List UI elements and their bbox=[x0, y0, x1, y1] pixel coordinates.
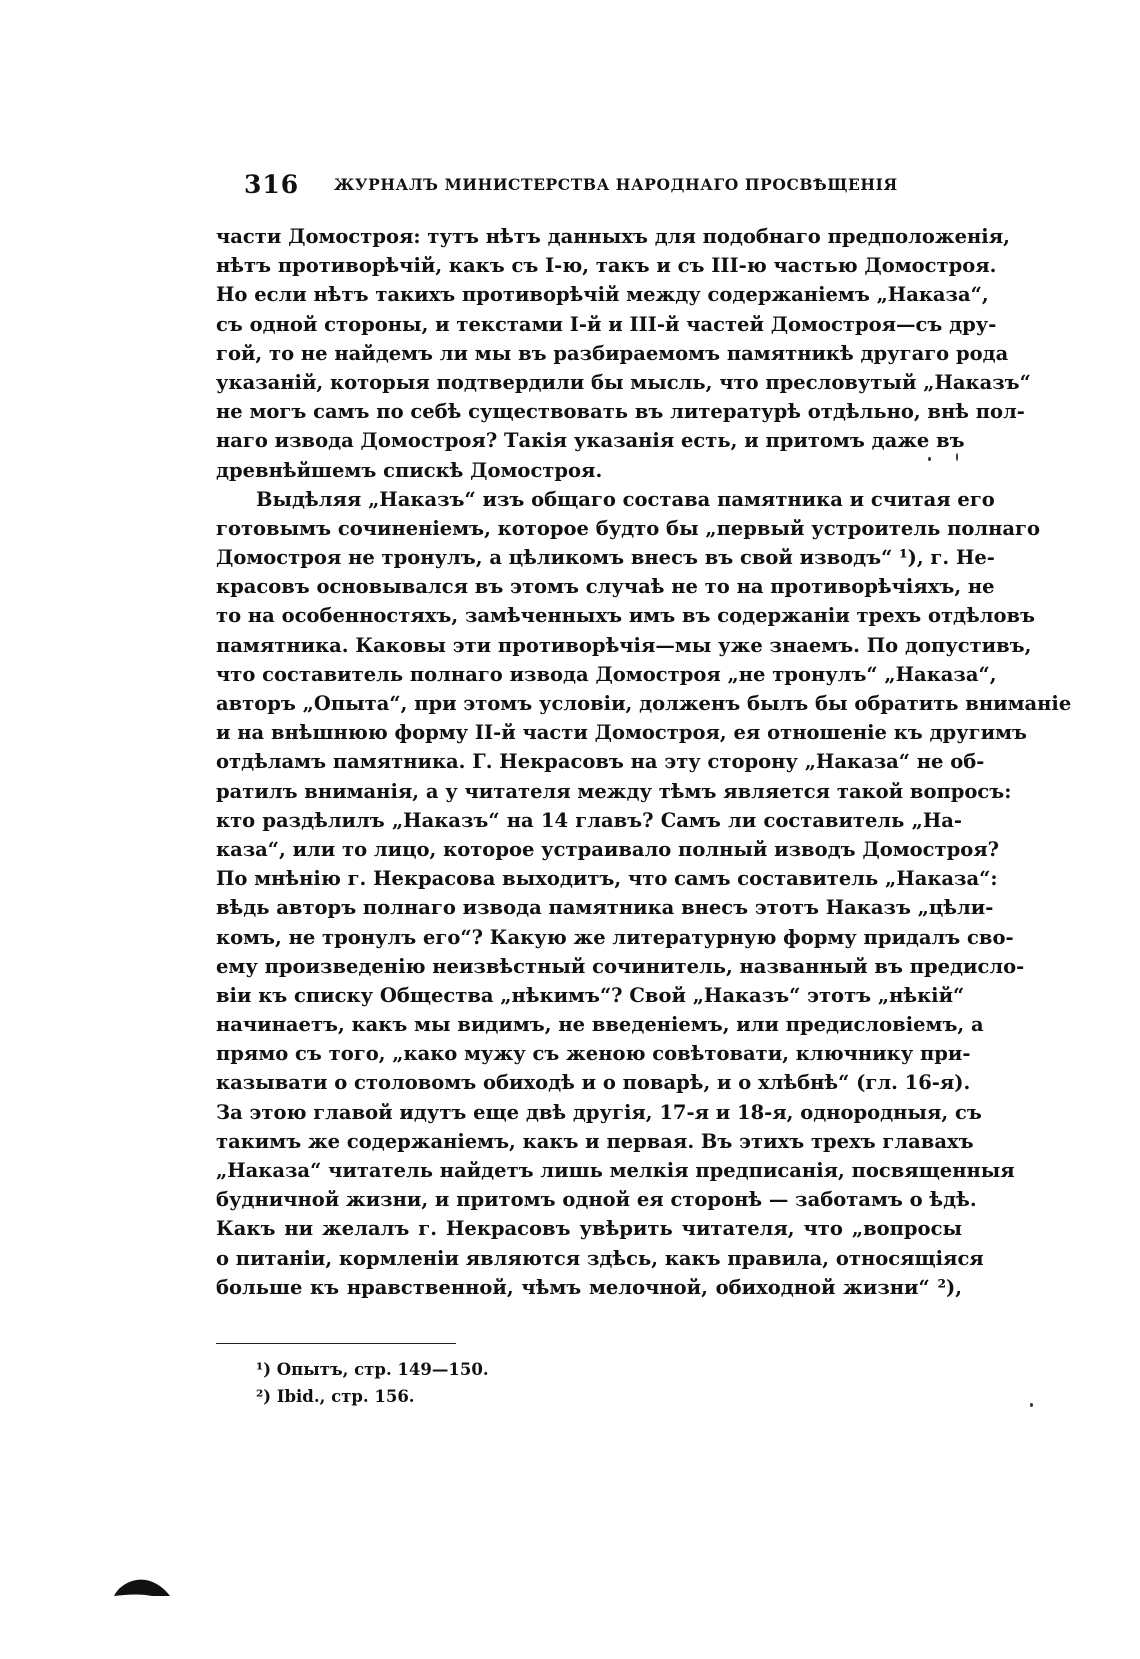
text-line: готовымъ сочиненіемъ, которое будто бы „первый устроитель полнаго bbox=[216, 516, 1040, 540]
text-line: прямо съ того, „како мужу съ женою совѣтовати, ключнику при- bbox=[216, 1042, 971, 1066]
text-line: каза“, или то лицо, которое устраивало полный изводъ Домостроя? bbox=[216, 837, 1000, 861]
text-line: съ одной стороны, и текстами I-й и III-й частей Домостроя—съ дру- bbox=[216, 312, 997, 336]
text-line: По мнѣнію г. Некрасова выходитъ, что самъ составитель „Наказа“: bbox=[216, 867, 998, 891]
text-line: памятника. Каковы эти противорѣчія—мы уже знаемъ. По допустивъ, bbox=[216, 633, 1032, 657]
running-head: ЖУРНАЛЪ МИНИСТЕРСТВА НАРОДНАГО ПРОСВѢЩЕНІЯ bbox=[334, 175, 898, 194]
text-line: Но если нѣтъ такихъ противорѣчій между содержаніемъ „Наказа“, bbox=[216, 283, 989, 307]
ink-blot-mark bbox=[112, 1574, 172, 1602]
footnote-divider bbox=[216, 1343, 456, 1344]
text-line: вѣдь авторъ полнаго извода памятника внесъ этотъ Наказъ „цѣли- bbox=[216, 896, 994, 920]
text-line: комъ, не тронулъ его“? Какую же литературную форму придалъ сво- bbox=[216, 925, 1014, 949]
text-line: красовъ основывался въ этомъ случаѣ не то на противорѣчіяхъ, не bbox=[216, 575, 995, 599]
footnote-1: ¹) Опытъ, стр. 149—150. bbox=[256, 1360, 489, 1379]
page-header bbox=[244, 170, 964, 206]
text-line: указаній, которыя подтвердили бы мысль, что пресловутый „Наказъ“ bbox=[216, 370, 1031, 394]
text-line: Домостроя не тронулъ, а цѣликомъ внесъ въ свой изводъ“ ¹), г. Не- bbox=[216, 546, 995, 570]
text-line: ратилъ вниманія, а у читателя между тѣмъ является такой вопросъ: bbox=[216, 779, 1012, 803]
text-line: авторъ „Опыта“, при этомъ условіи, долженъ былъ бы обратить вниманіе bbox=[216, 692, 1072, 715]
page-number: 316 bbox=[244, 170, 300, 199]
text-line: кто раздѣлилъ „Наказъ“ на 14 главъ? Самъ ли составитель „На- bbox=[216, 808, 962, 832]
text-line: ему произведенію неизвѣстный сочинитель, названный въ предисло- bbox=[216, 954, 1025, 978]
text-line: части Домостроя: тутъ нѣтъ данныхъ для подобнаго предположенія, bbox=[216, 225, 1010, 248]
text-line: не могъ самъ по себѣ существовать въ литературѣ отдѣльно, внѣ пол- bbox=[216, 400, 1025, 424]
text-line: и на внѣшнюю форму II-й части Домостроя, ея отношеніе къ другимъ bbox=[216, 721, 1027, 745]
footnotes bbox=[256, 1356, 756, 1410]
text-line: казывати о столовомъ обиходѣ и о поварѣ, и о хлѣбнѣ“ (гл. 16-я). bbox=[216, 1071, 971, 1095]
text-line: что составитель полнаго извода Домостроя „не тронулъ“ „Наказа“, bbox=[216, 662, 997, 686]
text-line: то на особенностяхъ, замѣченныхъ имъ въ содержаніи трехъ отдѣловъ bbox=[216, 604, 1035, 628]
text-line: наго извода Домостроя? Такія указанія есть, и притомъ даже въ bbox=[216, 429, 965, 453]
text-line: начинаетъ, какъ мы видимъ, не введеніемъ, или предисловіемъ, а bbox=[216, 1013, 984, 1037]
text-line: о питаніи, кормленіи являются здѣсь, какъ правила, относящіяся bbox=[216, 1246, 984, 1270]
text-line: віи къ списку Общества „нѣкимъ“? Свой „Наказъ“ этотъ „нѣкій“ bbox=[216, 983, 965, 1007]
text-line: гой, то не найдемъ ли мы въ разбираемомъ памятникѣ другаго рода bbox=[216, 341, 1009, 365]
text-line: За этою главой идутъ еще двѣ другія, 17-я и 18-я, однородныя, съ bbox=[216, 1100, 982, 1124]
text-line-paragraph-end: древнѣйшемъ спискѣ Домостроя. bbox=[216, 458, 603, 482]
footnote-2: ²) Ibid., стр. 156. bbox=[256, 1387, 415, 1406]
text-line: такимъ же содержаніемъ, какъ и первая. Въ этихъ трехъ главахъ bbox=[216, 1129, 974, 1153]
text-line: Какъ ни желалъ г. Некрасовъ увѣрить читателя, что „вопросы bbox=[216, 1217, 962, 1241]
text-line: больше къ нравственной, чѣмъ мелочной, обиходной жизни“ ²), bbox=[216, 1275, 962, 1299]
print-speck bbox=[1030, 1403, 1033, 1407]
body-text bbox=[216, 222, 1072, 1302]
text-line: „Наказа“ читатель найдетъ лишь мелкія предписанія, посвященныя bbox=[216, 1159, 1015, 1182]
text-line-paragraph-start: Выдѣляя „Наказъ“ изъ общаго состава памятника и считая его bbox=[256, 487, 995, 511]
text-line: будничной жизни, и притомъ одной ея сторонѣ — заботамъ о ѣдѣ. bbox=[216, 1188, 977, 1212]
print-speck bbox=[956, 453, 958, 461]
text-line: отдѣламъ памятника. Г. Некрасовъ на эту сторону „Наказа“ не об- bbox=[216, 750, 985, 774]
text-line: нѣтъ противорѣчій, какъ съ I-ю, такъ и съ III-ю частью Домостроя. bbox=[216, 254, 997, 278]
print-speck bbox=[928, 457, 931, 461]
